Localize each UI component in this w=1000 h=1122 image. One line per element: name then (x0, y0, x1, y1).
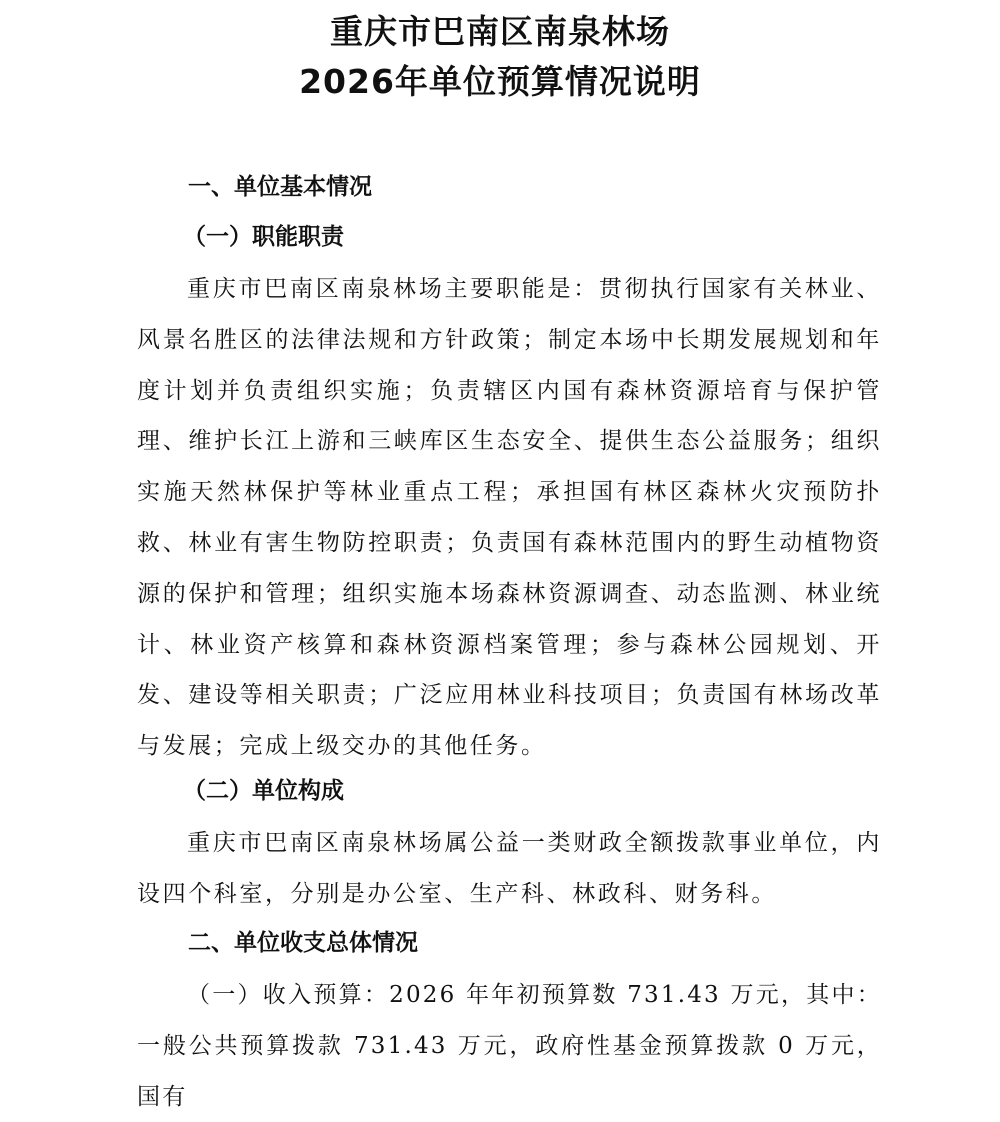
document-title-line1: 重庆市巴南区南泉林场 (330, 12, 670, 51)
document-title-line2: 2026年单位预算情况说明 (299, 62, 701, 101)
section-heading-revenue-expenditure: 二、单位收支总体情况 (188, 930, 418, 956)
paragraph-revenue-budget: （一）收入预算：2026 年年初预算数 731.43 万元，其中：一般公共预算拨款 731.43 万元，政府性基金预算拨款 0 万元，国有 (137, 982, 882, 1110)
subheading-functions: （一）职能职责 (183, 223, 344, 250)
subheading-composition: （二）单位构成 (183, 777, 344, 804)
paragraph-functions: 重庆市巴南区南泉林场主要职能是：贯彻执行国家有关林业、风景名胜区的法律法规和方针政策；制定本场中长期发展规划和年度计划并负责组织实施；负责辖区内国有森林资源培育与保护管理、维护长江上游和三峡库区生态安全、提供生态公益服务；组织实施天然林保护等林业重点工程；承担国有林区森林火灾预防扑救、林业有害生物防控职责；负责国有森林范围内的野生动植物资源的保护和管理；组织实施本场森林资源调查、动态监测、林业统计、林业资产核算和森林资源档案管理；参与森林公园规划、开发、建设等相关职责；广泛应用林业科技项目；负责国有林场改革与发展；完成上级交办的其他任务。 (137, 276, 882, 760)
paragraph-composition: 重庆市巴南区南泉林场属公益一类财政全额拨款事业单位，内设四个科室，分别是办公室、生产科、林政科、财务科。 (137, 830, 882, 907)
section-heading-basic-info: 一、单位基本情况 (188, 174, 372, 200)
